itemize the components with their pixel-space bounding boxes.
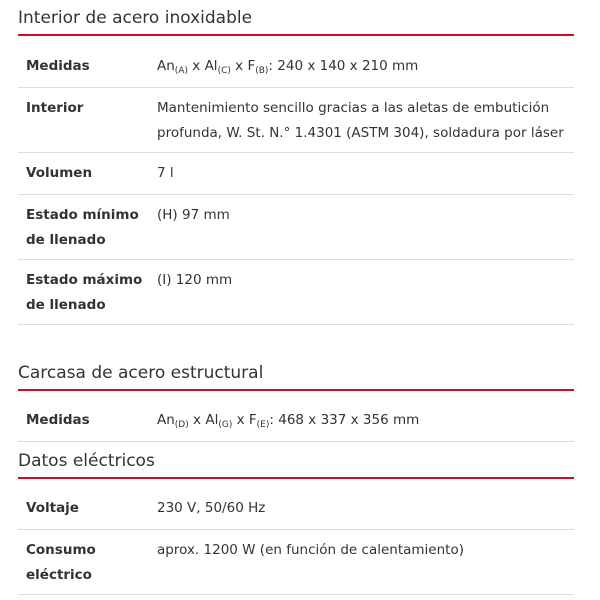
row-value: 230 V, 50/60 Hz bbox=[157, 500, 266, 516]
row-label: Estado mínimo de llenado bbox=[26, 207, 139, 248]
row-label: Consumo eléctrico bbox=[26, 542, 96, 583]
row-label: Interior bbox=[26, 100, 84, 116]
row-label: Estado máximo de llenado bbox=[26, 272, 143, 313]
section-title-interior: Interior de acero inoxidable bbox=[18, 8, 574, 36]
spec-table-carcasa bbox=[18, 400, 574, 442]
table-row bbox=[18, 530, 574, 595]
row-value: (I) 120 mm bbox=[157, 272, 233, 288]
section-title-carcasa: Carcasa de acero estructural bbox=[18, 363, 574, 391]
row-label: Medidas bbox=[26, 412, 90, 428]
row-label: Voltaje bbox=[26, 500, 79, 516]
table-row bbox=[18, 260, 574, 325]
row-value: Mantenimiento sencillo gracias a las aletas de embutición profunda, W. St. N.° 1.4301 (ASTM 304), soldadura por láser bbox=[157, 100, 564, 141]
row-value: 7 l bbox=[157, 165, 174, 181]
table-row bbox=[18, 488, 574, 530]
row-value: (H) 97 mm bbox=[157, 207, 230, 223]
section-title-datos-electricos: Datos eléctricos bbox=[18, 451, 574, 479]
table-row bbox=[18, 88, 574, 153]
row-label: Medidas bbox=[26, 58, 90, 74]
row-value: aprox. 1200 W (en función de calentamiento) bbox=[157, 542, 464, 558]
table-row bbox=[18, 195, 574, 260]
table-row bbox=[18, 46, 574, 88]
row-value-dimensions: $An_{(A)}$ x $Al_{(C)}$ x $F_{(B)}$: 240 x 140 x 210 mm bbox=[157, 58, 419, 76]
row-label: Volumen bbox=[26, 165, 93, 181]
table-row bbox=[18, 153, 574, 195]
row-value-dimensions: $An_{(D)}$ x $Al_{(G)}$ x $F_{(E)}$: 468 x 337 x 356 mm bbox=[157, 412, 420, 430]
table-row bbox=[18, 400, 574, 442]
spec-table-interior bbox=[18, 46, 574, 325]
spec-table-datos-electricos bbox=[18, 488, 574, 595]
